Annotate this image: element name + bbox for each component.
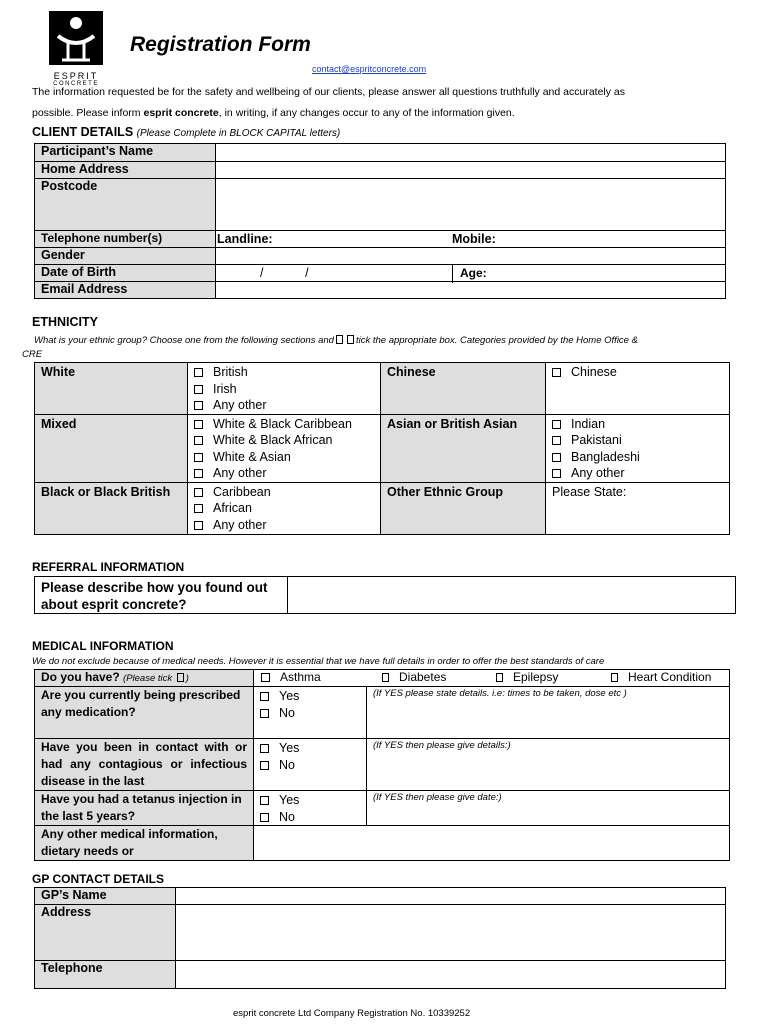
yes-label: Yes [279,793,300,807]
asian-options [546,414,730,482]
option-white-asian[interactable] [194,449,374,466]
checkbox-icon[interactable] [260,692,269,701]
postcode-field[interactable] [216,179,726,231]
checkbox-icon[interactable] [194,436,203,445]
participant-name-label: Participant’s Name [35,144,216,162]
medication-question: Are you currently being prescribed any medication? [35,687,254,739]
page-title: Registration Form [130,33,311,56]
medical-table [34,669,730,861]
checkbox-icon[interactable] [260,761,269,770]
option-black-other[interactable] [194,517,374,534]
medication-details-field[interactable]: (If YES please state details. i.e: times to be taken, dose etc ) [367,687,730,739]
ethnicity-heading: ETHNICITY [32,315,98,329]
tetanus-question: Have you had a tetanus injection in the last 5 years? [35,791,254,826]
checkbox-icon[interactable] [382,673,389,682]
checkbox-icon[interactable] [552,368,561,377]
checkbox-icon[interactable] [260,813,269,822]
option-label: Any other [213,517,267,532]
other-medical-question: Any other medical information, dietary needs or [35,826,254,861]
gp-name-label: GP’s Name [35,888,176,905]
checkbox-icon[interactable] [194,504,203,513]
client-details-heading [32,125,340,139]
no-label: No [279,757,295,772]
condition-heart[interactable] [609,670,711,685]
intro-line-2 [32,103,712,124]
checkbox-icon[interactable] [194,488,203,497]
tick-box-icon [347,335,354,344]
checkbox-icon[interactable] [260,709,269,718]
option-irish[interactable] [194,381,374,398]
logo-mark-icon [48,10,104,66]
white-options [188,363,381,415]
option-label: African [213,501,252,515]
please-state-field[interactable]: Please State: [546,482,730,534]
checkbox-icon[interactable] [496,673,503,682]
mixed-options [188,414,381,482]
postcode-label: Postcode [35,179,216,231]
medical-note: We do not exclude because of medical needs. However it is essential that we have full details in order to offer the best standards of care [32,656,605,667]
esprit-logo [48,10,104,87]
condition-label: Asthma [280,670,321,684]
mixed-label: Mixed [35,414,188,482]
condition-label: Epilepsy [513,670,559,684]
checkbox-icon[interactable] [552,453,561,462]
medication-yes[interactable] [260,688,360,705]
contact-email-link[interactable]: contact@espritconcrete.com [312,64,427,74]
checkbox-icon[interactable] [194,385,203,394]
condition-label: Heart Condition [628,670,712,684]
intro-text [32,82,712,124]
yes-label: Yes [279,741,300,755]
mobile-label: Mobile: [452,232,496,246]
tetanus-no[interactable] [260,809,360,826]
checkbox-icon[interactable] [261,673,270,682]
checkbox-icon[interactable] [552,420,561,429]
ethnicity-table [34,362,730,535]
logo-text-bottom: CONCRETE [53,81,99,87]
option-label: British [213,365,248,379]
option-asian-other[interactable] [552,465,723,482]
intro-line-2a: possible. Please inform [32,107,144,119]
home-address-field[interactable] [216,162,726,179]
referral-heading: REFERRAL INFORMATION [32,560,185,574]
option-white-black-caribbean[interactable] [194,416,374,433]
do-you-have-text: Do you have? [41,670,120,684]
ethnicity-note-a: What is your ethnic group? Choose one from the following sections and [34,335,334,346]
medication-options [254,687,367,739]
option-caribbean[interactable] [194,484,374,501]
checkbox-icon[interactable] [194,420,203,429]
option-label: White & Asian [213,449,291,464]
option-label: Chinese [571,365,617,379]
contact-question: Have you been in contact with or had any contagious or infectious disease in the last [35,739,254,791]
chinese-options [546,363,730,415]
referral-answer-field[interactable] [288,577,736,614]
gp-telephone-label: Telephone [35,961,176,989]
option-label: Indian [571,416,606,431]
client-details-table [34,143,726,299]
option-label: Any other [213,466,267,480]
contact-yes[interactable] [260,740,360,757]
telephone-label: Telephone number(s) [35,231,216,248]
option-british[interactable] [194,364,374,381]
age-divider [452,264,453,283]
other-ethnic-label: Other Ethnic Group [381,482,546,534]
option-label: Pakistani [571,433,622,447]
asian-label: Asian or British Asian [381,414,546,482]
condition-label: Diabetes [399,670,447,684]
tetanus-date-field[interactable]: (If YES then please give date:) [367,791,730,826]
intro-line-1: The information requested be for the safety and wellbeing of our clients, please answer all questions truthfully and accurately as [32,86,626,98]
no-label: No [279,705,295,720]
gender-field[interactable] [216,248,726,265]
checkbox-icon[interactable] [260,744,269,753]
checkbox-icon[interactable] [552,436,561,445]
do-you-have-label [35,670,254,687]
contact-no[interactable] [260,757,360,774]
other-medical-field[interactable] [254,826,730,861]
tetanus-options [254,791,367,826]
checkbox-icon[interactable] [194,368,203,377]
checkbox-icon[interactable] [194,469,203,478]
checkbox-icon[interactable] [260,796,269,805]
contact-options [254,739,367,791]
option-mixed-other[interactable] [194,465,374,482]
checkbox-icon[interactable] [194,521,203,530]
option-label: White & Black Caribbean [213,416,352,431]
client-heading-text: CLIENT DETAILS [32,125,134,139]
tetanus-yes[interactable] [260,792,360,809]
checkbox-icon[interactable] [194,453,203,462]
intro-line-2c: , in writing, if any changes occur to any of the information given. [218,107,515,119]
gp-name-field[interactable] [176,888,726,905]
option-white-black-african[interactable] [194,432,374,449]
email-field[interactable] [216,282,726,299]
contact-details-field[interactable]: (If YES then please give details:) [367,739,730,791]
option-african[interactable] [194,500,374,517]
conditions-row [254,670,730,687]
no-label: No [279,809,295,824]
tick-box-icon [177,673,184,682]
referral-table [34,576,736,614]
landline-label: Landline: [217,232,273,246]
gp-address-field[interactable] [176,905,726,961]
gp-address-label: Address [35,905,176,961]
dob-slashes: / / [260,266,309,280]
checkbox-icon[interactable] [552,469,561,478]
intro-brand: esprit concrete [143,107,219,119]
dob-label: Date of Birth [35,265,216,282]
email-label: Email Address [35,282,216,299]
checkbox-icon[interactable] [194,401,203,410]
black-label: Black or Black British [35,482,188,534]
condition-asthma[interactable] [261,670,321,685]
medical-heading: MEDICAL INFORMATION [32,639,174,653]
gp-telephone-field[interactable] [176,961,726,989]
gender-label: Gender [35,248,216,265]
option-white-other[interactable] [194,397,374,414]
logo-text-top: ESPRIT [53,71,99,81]
condition-epilepsy[interactable] [494,670,558,685]
option-bangladeshi[interactable] [552,449,723,466]
home-address-label: Home Address [35,162,216,179]
option-label: Any other [213,398,267,412]
participant-name-field[interactable] [216,144,726,162]
tick-box-icon [336,335,343,344]
gp-table [34,887,726,989]
client-heading-note: (Please Complete in BLOCK CAPITAL letters) [136,128,341,139]
option-pakistani[interactable] [552,432,723,449]
ethnicity-note [34,335,734,346]
option-label: Irish [213,381,237,396]
condition-diabetes[interactable] [380,670,446,685]
option-label: White & Black African [213,433,333,447]
please-tick-label: (Please tick [123,673,173,684]
yes-label: Yes [279,689,300,703]
checkbox-icon[interactable] [611,673,618,682]
black-options [188,482,381,534]
dob-field[interactable] [216,265,726,282]
white-label: White [35,363,188,415]
option-label: Caribbean [213,484,271,499]
age-label: Age: [460,266,487,280]
referral-question: Please describe how you found out about esprit concrete? [35,577,288,614]
please-tick-text: (Please tick ) [123,673,189,684]
footer: esprit concrete Ltd Company Registration No. 10339252 [233,1008,471,1019]
ethnicity-note-c: CRE [22,349,43,360]
chinese-label: Chinese [381,363,546,415]
ethnicity-note-b: tick the appropriate box. Categories provided by the Home Office & [355,335,638,346]
option-indian[interactable] [552,416,723,433]
option-chinese[interactable] [552,364,723,381]
option-label: Bangladeshi [571,449,640,464]
telephone-field[interactable] [216,231,726,248]
gp-heading: GP CONTACT DETAILS [32,872,164,886]
medication-no[interactable] [260,705,360,722]
option-label: Any other [571,466,625,480]
